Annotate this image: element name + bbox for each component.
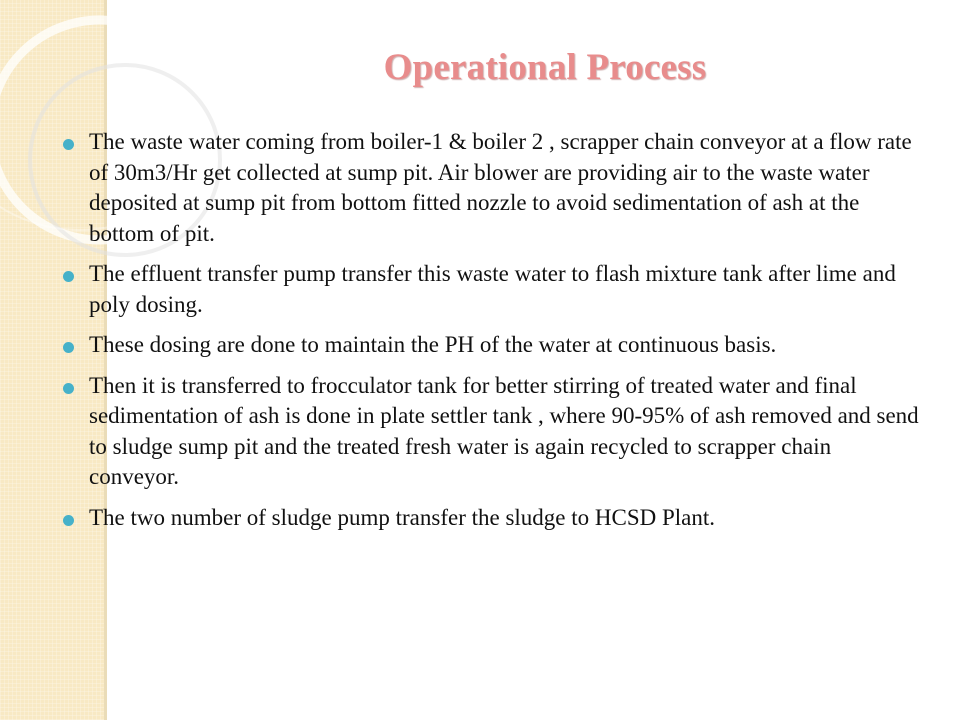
bullet-dot-icon	[63, 383, 74, 394]
bullet-dot-icon	[63, 342, 74, 353]
bullet-item-1	[62, 127, 922, 249]
bullet-item-2	[62, 259, 922, 320]
bullet-text-2: The effluent transfer pump transfer this waste water to flash mixture tank after lime and poly dosing.	[89, 261, 896, 317]
bullet-dot-icon	[63, 515, 74, 526]
bullet-item-5	[62, 503, 922, 534]
bullet-item-3	[62, 330, 922, 361]
bullet-item-4	[62, 371, 922, 493]
bullet-text-5: The two number of sludge pump transfer the sludge to HCSD Plant.	[89, 504, 716, 530]
bullet-text-1: The waste water coming from boiler-1 & boiler 2 , scrapper chain conveyor at a flow rate of 30m3/Hr get collected at sump pit. Air blower are providing air to the waste water deposited at sump pit from bottom fitted nozzle to avoid sedimentation of ash at the bottom of pit.	[89, 129, 912, 246]
bullet-dot-icon	[63, 139, 74, 150]
bullet-text-3: These dosing are done to maintain the PH of the water at continuous basis.	[89, 332, 777, 357]
bullet-list	[62, 127, 922, 543]
bullet-text-4: Then it is transferred to frocculator tank for better stirring of treated water and final sedimentation of ash is done in plate settler tank , where 90-95% of ash removed and send to sludge sump pit and the treated fresh water is again recycled to scrapper chain conveyor.	[89, 372, 919, 489]
bullet-dot-icon	[63, 271, 74, 282]
slide-title: Operational Process	[383, 47, 707, 88]
